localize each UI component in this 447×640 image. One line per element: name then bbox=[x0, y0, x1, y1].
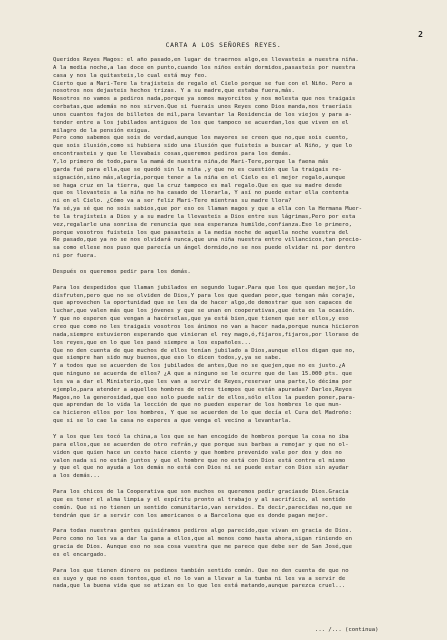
text-line: Después os queremos pedir para los demás. bbox=[53, 268, 191, 275]
text-line: nada,siempre estuvieron esperando que vinieran el rey mago,ó,fijaros,fijaros,por llorase de bbox=[53, 331, 359, 338]
text-line: creo que como no les traigais vosotros los ánimos no van a hacer nada,porque nunca hicieron bbox=[53, 324, 359, 330]
text-line: signación,sino más,alegría,porque tener a la niña en el Cielo es el mejor regalo,aunque bbox=[53, 174, 346, 181]
text-line: Cierto que a Mari-Tere la trajisteis de regalo el Cielo porque se fue con el Niño. Pero a bbox=[53, 80, 352, 87]
text-line: Y a los que les tocó la china,a los que se han encogido de hombros porque la cosa no iba bbox=[53, 433, 349, 440]
text-line: Y que no esperen que vengan a hacérselas,que ya está bien,que tienen que ser ellos,y eso bbox=[53, 316, 349, 323]
paragraph bbox=[53, 528, 409, 559]
text-line: para ellos,que se acuerden de otro refrán,y que porque sus barbas a remojar y que no ol- bbox=[53, 441, 349, 448]
text-line: les va a dar el Ministerio,que les van a servir de Reyes,reservar una parte,lo décima por bbox=[53, 378, 352, 385]
paragraph bbox=[53, 568, 409, 592]
page-number: 2 bbox=[418, 30, 423, 39]
text-line: Magos,no la generosidad,que eso solo puede salir de ellos,sólo ellos la pueden poner,para- bbox=[53, 394, 356, 401]
text-line: Re pasado,que ya no se nos olvidará nunca,que una niña nuestra entre villancicos,tan precio- bbox=[53, 237, 363, 244]
paragraph bbox=[53, 434, 409, 481]
text-line: tendrán que ir a servir con los americanos o a Barcelona que es donde pagan mejor. bbox=[53, 512, 329, 519]
text-line: Queridos Reyes Magos: el año pasado,en lugar de traernos algo,es llevasteis a nuestra niña. bbox=[53, 57, 359, 63]
text-line: A la media noche,a las doce en punto,cuando los niños están dormidos,pasasteis por nuestra bbox=[53, 64, 356, 71]
text-line: Para los despedidos que llaman jubilados en segundo lugar.Para que los que quedan mejor,lo bbox=[53, 284, 356, 291]
text-line: que aprovechen la oportunidad que se les da de hacer algo,de demostrar que son capaces de bbox=[53, 300, 352, 307]
continuation-note: ... /... (continua) bbox=[315, 627, 379, 633]
text-line: que sois ilusión,como si hubiera sido una ilusión que fuisteis a buscar al Niño, y que lo bbox=[53, 143, 352, 150]
text-line: Pero como no les va a dar la gana a ellos,que al menos como hasta ahora,sigan riniendo en bbox=[53, 536, 352, 543]
text-line: que es tener el alma limpia y el espíritu pronto al trabajo y al sacrificio, al sentido bbox=[53, 496, 346, 503]
text-line: tender entre a los jubilados antiguos de los que tampoco se acuerdan,los que viven en el bbox=[53, 119, 349, 126]
text-line: común. Que si no tienen un sentido comunitario,van servidos. Es decir,parecidas no,que se bbox=[53, 504, 352, 511]
text-line: es suyo y que no esen tontos,que el no lo van a llevar a la tumba ni les va a servir de bbox=[53, 575, 346, 582]
text-line: vez,regalarle una sonrisa de renuncia que sea esperanza humilde,confianza.Eso lo primero, bbox=[53, 221, 352, 228]
text-line: los reyes,que en lo que les pasó siempre a los españoles... bbox=[53, 339, 252, 346]
text-line: Nosotros no vamos a pediros nada,porque ya somos mayorcitos y nos molesta que nos traigais bbox=[53, 96, 356, 103]
paragraph bbox=[53, 269, 409, 277]
text-line: Para los chicos de la Cooperativa que son muchos os queremos pedir graciasde Dios.Gracia bbox=[53, 489, 349, 496]
text-line: milagro de la pensión exigua. bbox=[53, 127, 151, 134]
text-line: viden que quien hace un cesto hace ciento y que hombre prevenido vale por dos y dos no bbox=[53, 449, 342, 456]
text-line: luchar,que valen más que los jóvenes y que se unan en cooperativas,que ésta es la ocasión. bbox=[53, 308, 356, 315]
text-line: que si se lo cae la casa no esperes a que venga el vecino a levantarla. bbox=[53, 418, 292, 425]
text-line: ni en el Cielo. ¿Cómo va a ser feliz Mari-Tere mientras su madre llora? bbox=[53, 198, 292, 205]
text-line: Que no den cuenta de que muchos de ellos tenían jubilado a Dios,aunque ellos digan que no, bbox=[53, 347, 356, 354]
text-line: garda fué para ella,que se quedó sin la niña ,y que no es cuestión que la traigais re- bbox=[53, 166, 342, 173]
text-line: Para los que tienen dinero os pedimos también sentido común. Que no den cuenta de que no bbox=[53, 567, 349, 574]
text-line: Para todas nuestras gentes quisiéramos pediros algo parecido,que vivan en gracia de Dios. bbox=[53, 528, 352, 535]
text-line: nosotros nos dejasteis hechos trizas. Y a su madre,que estaba fuera,más. bbox=[53, 88, 295, 95]
text-line: Pero como sabemos que sois de verdad,aunque los mayores se creen que no,que sois cuento, bbox=[53, 135, 349, 142]
text-line: Ya sé,ya sé que no sois sabios,que por eso os llaman magos y que a ella con la Hermana Muer- bbox=[53, 206, 363, 213]
text-line: casa y nos la quitasteis,lo cual está muy feo. bbox=[53, 72, 208, 79]
page-title: CARTA A LOS SEÑORES REYES. bbox=[165, 41, 282, 49]
text-line: Y,lo primero de todo,para la mamá de nuestra niña,de Mari-Tere,porque la faena más bbox=[53, 158, 329, 165]
text-line: ca hicieron ellos por los hombres, Y que se acuerden de lo que decía el Cura del Madroño: bbox=[53, 410, 352, 417]
text-line: encontrasteis y que le llevabais cosas,queremos pediros para los demás. bbox=[53, 151, 292, 158]
text-line: valen nada si no están juntos y que el hombre que no está con Dios está contra el mismo bbox=[53, 457, 346, 464]
text-line: unos cuantos fajos de billetes de mil,para levantar la Residencia de los viejos y para a- bbox=[53, 111, 352, 118]
text-line: Y a todos que se acuerden de los jubilados de antes,Que no se quejen,que no es justo.¿A bbox=[53, 363, 346, 370]
text-line: se haga cruz en la tierra, que la cruz tampoco es mal regalo.Que es que su madre desde bbox=[53, 182, 342, 189]
text-line: que os llevasteis a la niña no ha casado de llorarla, Y así no puede estar ella contenta bbox=[53, 190, 349, 197]
text-line: sa como ellese nos puso que parecía un ángel dormido,no se nos puede olvidar ni por dentro bbox=[53, 245, 356, 252]
paragraph bbox=[53, 285, 409, 426]
letter-body bbox=[53, 57, 409, 599]
text-line: a los demás... bbox=[53, 473, 101, 480]
text-line: que aprendan de lo vida la lección de que no pueden esperar de los hombres lo que mun- bbox=[53, 402, 342, 409]
text-line: ni por fuera. bbox=[53, 253, 97, 260]
paragraph bbox=[53, 489, 409, 520]
text-line: que siempre han sido muy buenos,que eso lo dicen todos,y,ya se sabe. bbox=[53, 355, 282, 362]
text-line: que ninguno se acuerda de ellos? ¿A que a ninguno se le ocurre que de las 15.000 pts. que bbox=[53, 371, 352, 378]
text-line: porque vosotros fuisteis los que pasasteis a la media noche de aquella noche vuestra del bbox=[53, 229, 349, 236]
text-line: ejemplo,para atender a aquellos hombres de otros tiempos que están apuradas? Darles,Reyes bbox=[53, 386, 352, 393]
paragraph bbox=[53, 57, 409, 261]
text-line: gracia de Dios. Aunque eso no sea cosa vuestra que me parece que debe ser de San José,que bbox=[53, 544, 352, 551]
text-line: y que el que no ayuda a los demás no está con Dios ni se puede estar con Dios sin ayudar bbox=[53, 465, 349, 472]
text-line: es el encargado. bbox=[53, 551, 107, 558]
text-line: te la trajisteis a Dios y a su madre la llevasteis a Dios entre sus lágrimas,Pero por esta bbox=[53, 213, 356, 220]
text-line: corbatas,que además no nos sirven.Que si fuerais unos Reyes como Dios manda,nos traeríais bbox=[53, 104, 352, 111]
text-line: disfruten,pero que no se olviden de Dios,Y para los que quedan peor,que tengan más coraje, bbox=[53, 292, 356, 299]
text-line: nada,que la buena vida que se atizan es lo que les está matando,aunque parezca cruel... bbox=[53, 583, 346, 590]
